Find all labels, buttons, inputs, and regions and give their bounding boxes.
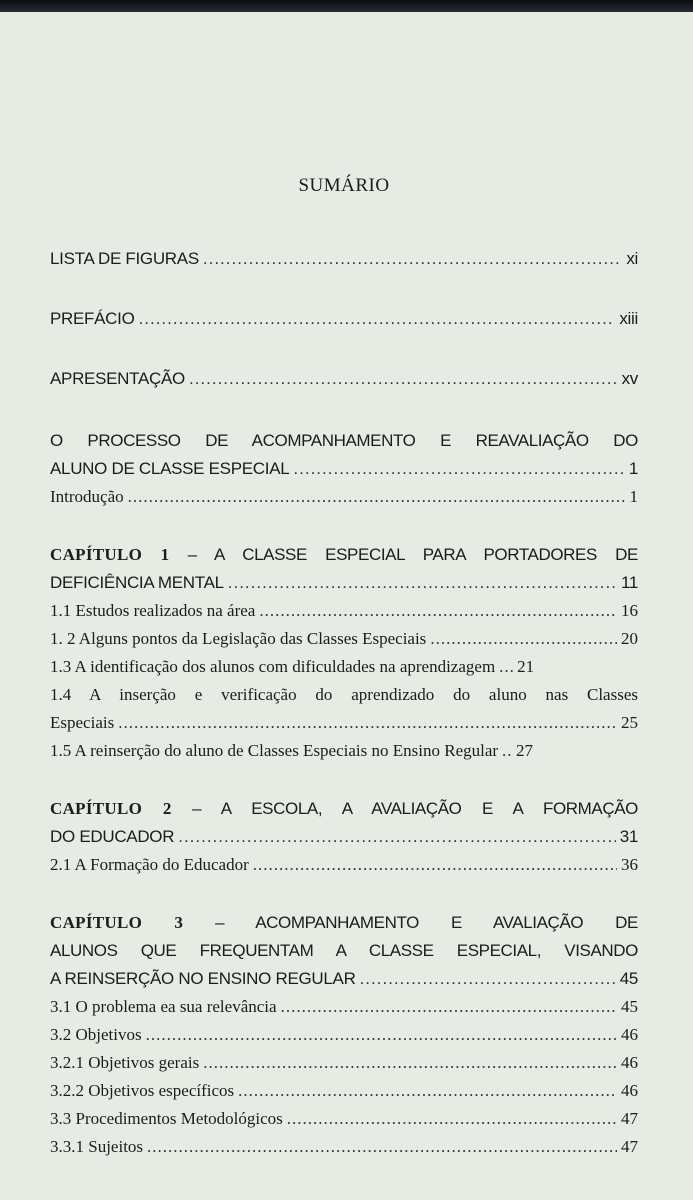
entry-label: A REINSERÇÃO NO ENSINO REGULAR [50,969,356,988]
toc-entry-1-1 [50,597,638,625]
dot-leader [203,245,622,273]
entry-label: 1.5 A reinserção do aluno de Classes Especiais no Ensino Regular [50,741,499,760]
entry-page: 11 [620,573,638,592]
chapter-lead: CAPÍTULO 2 [50,799,172,818]
entry-label: 3.2 Objetivos [50,1025,142,1044]
toc-entry-3-3-1 [50,1133,638,1161]
dot-leader [178,823,615,851]
dot-leader [287,1105,617,1133]
toc-entry-lista-de-figuras [50,245,638,273]
toc-entry-1-4 [50,709,638,737]
dot-leader [238,1077,617,1105]
dot-leader [499,653,513,681]
entry-page: 46 [621,1025,638,1044]
dot-leader [502,737,512,765]
chapter-lead: CAPÍTULO 3 [50,913,184,932]
toc-entry-1-2 [50,625,638,653]
entry-page: 27 [516,741,534,760]
entry-label: DO EDUCADOR [50,827,175,846]
chapter-title: – A CLASSE ESPECIAL PARA PORTADORES DE [169,545,638,564]
dot-leader [253,851,617,879]
dot-leader [259,597,617,625]
dot-leader [189,365,618,393]
entry-label: 3.1 O problema ea sua relevância [50,997,277,1016]
entry-label: 1. 2 Alguns pontos da Legislação das Classes Especiais [50,629,427,648]
toc-entry-1-4-line: 1.4 A inserção e verificação do aprendizado do aluno nas Classes [50,685,638,704]
toc-entry-3-3 [50,1105,638,1133]
section-heading-line: O PROCESSO DE ACOMPANHAMENTO E REAVALIAÇÃO DO [50,431,638,450]
dot-leader [203,1049,617,1077]
entry-label: 3.3.1 Sujeitos [50,1137,144,1156]
dot-leader [360,965,616,993]
entry-label: Introdução [50,487,124,506]
toc-entry-2-1 [50,851,638,879]
entry-page: 1 [629,487,638,506]
chapter-1-heading [50,541,638,569]
dot-leader [228,569,617,597]
dot-leader [146,1021,617,1049]
entry-page: 21 [517,657,535,676]
entry-label: APRESENTAÇÃO [50,369,185,388]
toc-entry-apresentacao [50,365,638,393]
entry-page: 46 [621,1081,638,1100]
entry-label: 3.2.1 Objetivos gerais [50,1053,200,1072]
entry-page: xi [626,249,638,268]
toc-entry-chapter-2 [50,823,638,851]
entry-label: DEFICIÊNCIA MENTAL [50,573,224,592]
chapter-title: – A ESCOLA, A AVALIAÇÃO E A FORMAÇÃO [171,799,638,818]
toc-entry-chapter-1 [50,569,638,597]
entry-page: 1 [628,459,638,478]
toc-entry-3-2-1 [50,1049,638,1077]
entry-page: 47 [621,1109,638,1128]
entry-label: 2.1 A Formação do Educador [50,855,249,874]
entry-label: Especiais [50,713,115,732]
entry-page: 25 [621,713,638,732]
entry-page: 45 [621,997,638,1016]
toc-entry-processo [50,455,638,483]
dot-leader [128,483,626,511]
table-of-contents [50,175,638,1161]
dot-leader [293,455,624,483]
dot-leader [147,1133,617,1161]
dot-leader [139,305,616,333]
entry-page: xiii [619,309,638,328]
chapter-2-heading [50,795,638,823]
entry-page: 47 [621,1137,638,1156]
chapter-3-heading-line-2: ALUNOS QUE FREQUENTAM A CLASSE ESPECIAL, VISANDO [50,941,638,960]
toc-entry-1-3 [50,653,638,681]
entry-page: 20 [621,629,638,648]
entry-label: LISTA DE FIGURAS [50,249,199,268]
entry-page: 16 [621,601,638,620]
entry-page: 45 [619,969,638,988]
page-title: SUMÁRIO [298,175,390,196]
chapter-3-heading [50,909,638,937]
entry-label: 3.2.2 Objetivos específicos [50,1081,235,1100]
dot-leader [281,993,617,1021]
entry-page: 36 [621,855,638,874]
entry-label: 3.3 Procedimentos Metodológicos [50,1109,283,1128]
toc-entry-prefacio [50,305,638,333]
toc-entry-3-1 [50,993,638,1021]
chapter-lead: CAPÍTULO 1 [50,545,170,564]
toc-entry-3-2 [50,1021,638,1049]
toc-entry-chapter-3 [50,965,638,993]
dot-leader [118,709,617,737]
entry-label: 1.1 Estudos realizados na área [50,601,256,620]
toc-entry-introducao [50,483,638,511]
toc-entry-3-2-2 [50,1077,638,1105]
top-dark-edge [0,0,693,12]
entry-page: 31 [619,827,638,846]
entry-label: ALUNO DE CLASSE ESPECIAL [50,459,290,478]
dot-leader [430,625,617,653]
entry-label: PREFÁCIO [50,309,135,328]
toc-entry-1-5 [50,737,638,765]
chapter-title: – ACOMPANHAMENTO E AVALIAÇÃO DE [183,913,638,932]
entry-page: xv [621,369,638,388]
entry-page: 46 [621,1053,638,1072]
entry-label: 1.3 A identificação dos alunos com dificuldades na aprendizagem [50,657,496,676]
